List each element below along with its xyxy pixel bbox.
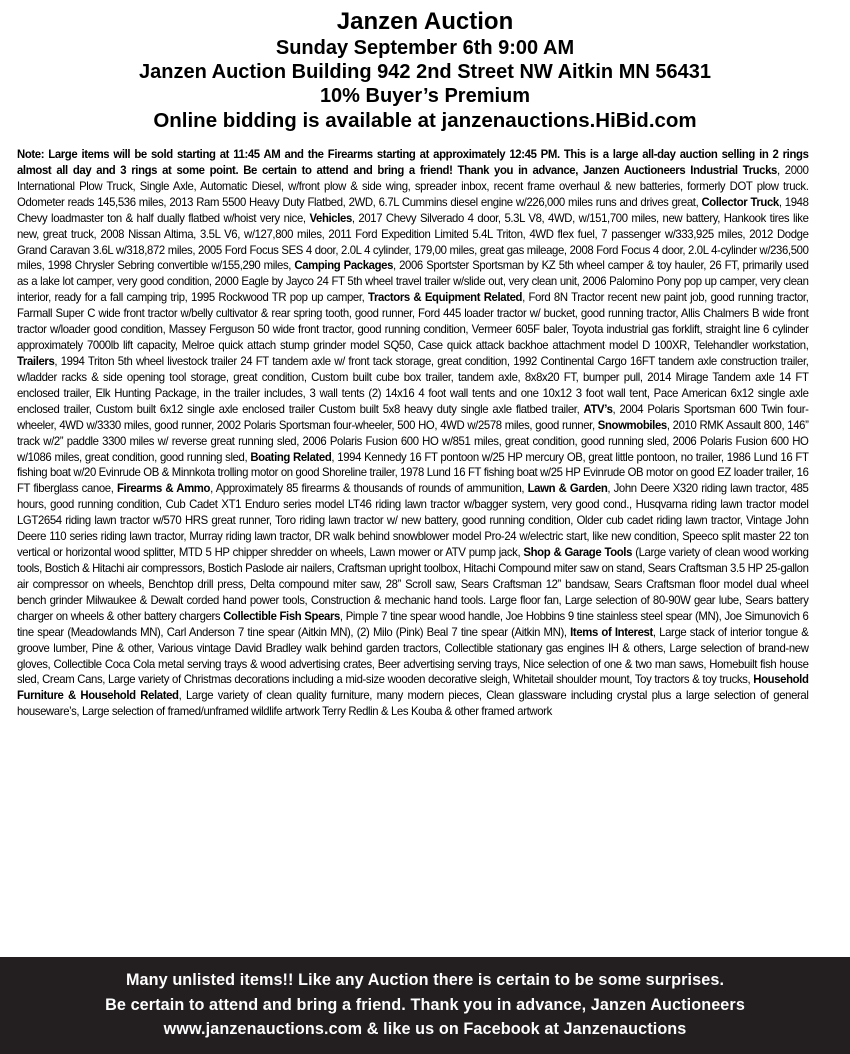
category-items: , 2000 International Plow Truck, Single Axle, Automatic Diesel, w/front plow & side wing, spreader inbox, recent frame overhaul & new batteries, formerly DOT plow truck. Odometer reads 145,536 miles, 2013 Ram 5500 Heavy Duty Flatbed, 2WD, 6.7L Cummins diesel engine w/226,000 miles runs and drives great,	[17, 163, 809, 209]
category-heading: Trailers	[17, 354, 55, 368]
category-items: , Large stack of interior tongue & groove lumber, Pine & other, Various vintage David Bradley walk behind garden tractors, Collectible stationary gas engines IH & others, Large selection of brand-new gloves, Collectible Coca Cola metal serving trays & wood advertising crates, Beer advertising serving trays, Nice selection of one & two man saws, Homebuilt fish house sled, Cream Cans, Large variety of Christmas decorations including a mid-size wooden decorative sleigh, Whitetail shoulder mount, Toy tractors & toy trucks,	[17, 625, 809, 687]
category-heading: Items of Interest	[570, 625, 653, 639]
listing-firearms-ammo	[117, 482, 528, 495]
category-heading: Tractors & Equipment Related	[368, 291, 523, 305]
category-heading: Snowmobiles	[597, 418, 667, 432]
category-items: , 2004 Polaris Sportsman 600 Twin four-wheeler, 4WD w/3330 miles, good runner, 2002 Polaris Sportsman four-wheeler, 500 HO, 4WD w/2578 miles, good runner,	[17, 402, 809, 432]
online-bidding: Online bidding is available at janzenauctions.HiBid.com	[153, 109, 697, 132]
category-items: , 1994 Kennedy 16 FT pontoon w/25 HP mercury OB, great little pontoon, no trailer, 1986 Lund 16 FT fishing boat w/20 Evinrude OB & Minnkota trolling motor on good Shoreline trailer, 1978 Lund 16 FT fishing boat w/25 HP Evinrude OB motor on good EZ loader trailer, 16 FT fiberglass canoe,	[17, 450, 809, 496]
auction-note: Note: Large items will be sold starting at 11:45 AM and the Firearms starting at approximately 12:45 PM. This is a large all-day auction selling in 2 rings almost all day and 3 rings at some point. Be certain to attend and bring a friend! Thank you in advance, Janzen Auctioneers	[17, 148, 809, 177]
ad-header	[0, 0, 850, 133]
category-heading: Camping Packages	[294, 259, 394, 273]
category-items: , Ford 8N Tractor recent new paint job, good running tractor, Farmall Super C wide front tractor w/belly cultivator & rear spring tooth, good runner, Ford 445 loader tractor w/ bucket, good running tractor, Allis Chalmers B wide front tractor w/loader good condition, Massey Ferguson 50 wide front tractor, good running condition, Vermeer 605F baler, Toyota industrial gas forklift, straight line 6 cylinder approximately 7000lb lift capacity, Melroe quick attach stump grinder model SQ50, Case quick attack backhoe attachment model D 100XR, Telehandler workstation,	[17, 291, 809, 353]
category-heading: Boating Related	[250, 450, 332, 464]
category-heading: Firearms & Ammo	[116, 482, 211, 496]
category-heading: Shop & Garage Tools	[523, 546, 633, 560]
category-heading: Household Furniture & Household Related	[17, 673, 809, 703]
category-items: , Pimple 7 tine spear wood handle, Joe Hobbins 9 tine stainless steel spear (MN), Joe Simunovich 6 tine spear (Meadowlands MN), Carl Anderson 7 tine spear (Aitkin MN), (2) Milo (Pink) Beal 7 tine spear (Aitkin MN),	[17, 609, 809, 639]
category-items: (Large variety of clean wood working tools, Bostich & Hitachi air compressors, Bostich Paslode air nailers, Craftsman upright toolbox, Hitachi Compound miter saw on stand, Sears Craftsman 3.5 HP 25-gallon air compressor on wheels, Benchtop drill press, Delta compound miter saw, 28” Scroll saw, Sears Craftsman 12” bandsaw, Sears Craftsman floor model dual wheel bench grinder Milwaukee & Dewalt corded hand power tools, Construction & mechanic hand tools. Large floor fan, Large selection of 80-90W gear lube, Sears battery charger on wheels & other battery chargers	[17, 546, 809, 623]
footer-line-website: www.janzenauctions.com & like us on Facebook at Janzenauctions	[163, 1020, 687, 1038]
category-items: , 1994 Triton 5th wheel livestock trailer 24 FT tandem axle w/ front tack storage, great condition, 1992 Continental Cargo 16FT tandem axle construction trailer, w/ladder racks & side opening tool storage, great condition, Custom built cube box trailer, tandem axle, 8x8x20 FT, bumper pull, 2014 Mirage Tandem axle 14 FT enclosed trailer, Elk Hunting Package, in the trailer includes, 3 wall tents (2) 14x16 4 foot wall tents and one 10x12 3 foot wall tent, Pace American 6x12 single axle enclosed trailer, Custom built 6x12 single axle enclosed trailer Custom built 5x8 heavy duty single axle flatbed trailer,	[17, 354, 809, 416]
ad-footer-banner	[0, 957, 850, 1054]
buyers-premium: 10% Buyer’s Premium	[319, 85, 531, 107]
category-items: , Approximately 85 firearms & thousands of rounds of ammunition,	[210, 482, 528, 496]
category-heading: Industrial Trucks	[690, 163, 777, 177]
category-items: , 2010 RMK Assault 800, 146” track w/2” paddle 3300 miles w/ reverse great running sled, 2006 Polaris Fusion 600 HO w/851 miles, great condition, good running sled, 2006 Polaris Fusion 600 HO w/1086 miles, great condition, good running sled,	[17, 418, 809, 464]
category-items: , John Deere X320 riding lawn tractor, 485 hours, good running condition, Cub Cadet XT1 Enduro series model LT46 riding lawn tractor w/bagger system, very good cond., Husqvarna riding lawn tractor model LGT2654 riding lawn tractor w/570 HRS great runner, Toro riding lawn tractor w/ new battery, good running condition, Older cub cadet riding lawn tractor, Vintage John Deere 110 series riding lawn tractor, Murray riding lawn tractor, DR walk behind snowblower model Pro-24 w/electric start, like new condition, Speeco split master 22 ton vertical or horizontal wood splitter, MTD 5 HP chipper shredder on wheels, Lawn mower or ATV pump jack,	[17, 482, 809, 560]
category-items: , 2006 Sportster Sportsman by KZ 5th wheel camper & toy hauler, 26 FT, primarily used as a lake lot camper, very good condition, 2000 Eagle by Jayco 24 FT 5th wheel travel trailer w/slide out, very clean unit, 2006 Palomino Pony pop up camper, very clean interior, ready for a fall camping trip, 1995 Rockwood TR pop up camper,	[17, 259, 809, 305]
auction-location: Janzen Auction Building 942 2nd Street NW Aitkin MN 56431	[139, 61, 711, 83]
footer-line-attend: Be certain to attend and bring a friend. Thank you in advance, Janzen Auctioneers	[105, 995, 745, 1014]
category-heading: Vehicles	[309, 211, 352, 225]
category-items: , 1948 Chevy loadmaster ton & half dually flatbed w/hoist very nice,	[17, 195, 809, 225]
footer-line-unlisted: Many unlisted items!! Like any Auction there is certain to be some surprises.	[125, 971, 725, 989]
category-heading: Collectible Fish Spears	[223, 609, 340, 623]
auction-listing-body	[17, 147, 809, 720]
auction-date: Sunday September 6th 9:00 AM	[275, 37, 575, 59]
category-items: , 2017 Chevy Silverado 4 door, 5.3L V8, 4WD, w/151,700 miles, new battery, Hankook tires like new, great truck, 2008 Nissan Altima, 3.5L V6, w/127,800 miles, 2011 Ford Expedition Limited 5.4L Triton, 4WD flex fuel, 7 passenger w/333,925 miles, 2012 Dodge Grand Caravan 3.6L w/318,872 miles, 2005 Ford Focus SES 4 door, 2.0L 4 cylinder, 179,00 miles, great gas mileage, 2008 Ford Focus 4 door, 2.0L 4-cylinder w/236,500 miles, 1998 Chrysler Sebring convertible w/155,290 miles,	[17, 211, 809, 273]
category-heading: Collector Truck	[701, 195, 779, 209]
category-heading: ATV’s	[583, 402, 613, 416]
auction-title: Janzen Auction	[336, 8, 514, 35]
category-heading: Lawn & Garden	[527, 482, 608, 496]
category-items: , Large variety of clean quality furniture, many modern pieces, Clean glassware including crystal plus a large selection of general houseware’s, Large selection of framed/unframed wildlife artwork Terry Redlin & Les Kouba & other framed artwork	[17, 689, 809, 719]
